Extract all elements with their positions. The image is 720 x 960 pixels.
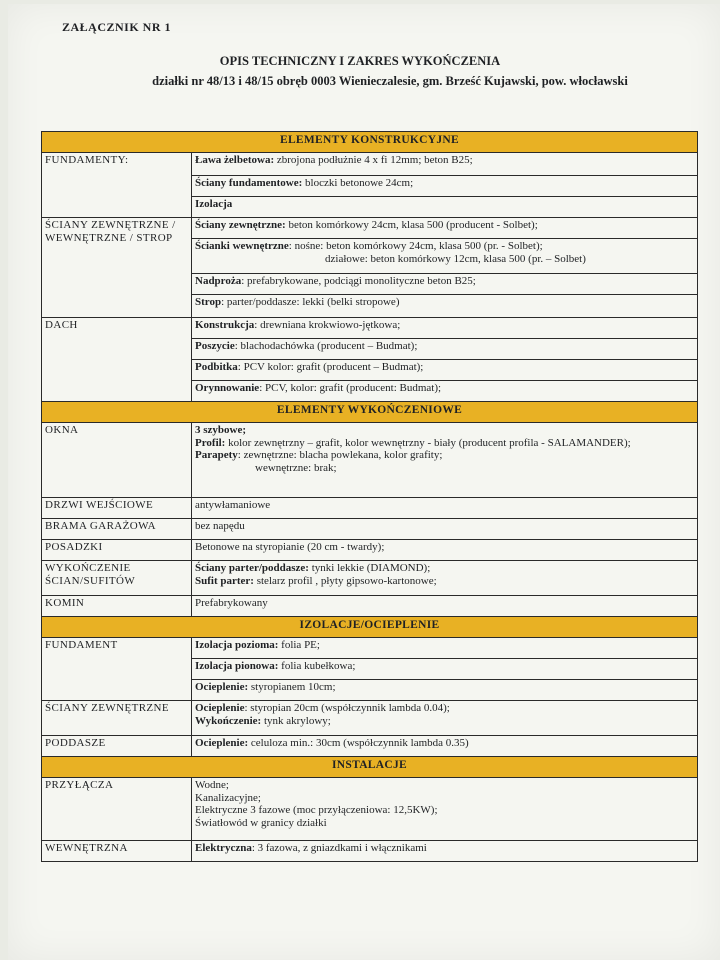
category-brama: BRAMA GARAŻOWA (42, 519, 192, 540)
category-dach: DACH (42, 318, 192, 402)
category-przylacza: PRZYŁĄCZA (42, 778, 192, 841)
spec-cell: Poszycie: blachodachówka (producent – Budmat); (192, 339, 698, 360)
category-komin: KOMIN (42, 596, 192, 617)
spec-cell: Betonowe na styropianie (20 cm - twardy); (192, 540, 698, 561)
spec-cell: Ścianki wewnętrzne: nośne: beton komórkowy 24cm, klasa 500 (pr. - Solbet); działowe: beton komórkowy 12cm, klasa 500 (pr. – Solbet) (192, 239, 698, 274)
section-row (42, 757, 698, 778)
spec-cell: Ocieplenie: styropianem 10cm; (192, 680, 698, 701)
spec-cell: Konstrukcja: drewniana krokwiowo-jętkowa; (192, 318, 698, 339)
spec-cell: Izolacja pionowa: folia kubełkowa; (192, 659, 698, 680)
spec-cell: Izolacja (192, 197, 698, 218)
category-posadzki: POSADZKI (42, 540, 192, 561)
table-row (42, 153, 698, 176)
spec-cell: Izolacja pozioma: folia PE; (192, 638, 698, 659)
category-okna: OKNA (42, 423, 192, 498)
section-header-instalacje: INSTALACJE (42, 757, 698, 778)
table-row (42, 638, 698, 659)
category-sciany: ŚCIANY ZEWNĘTRZNE / WEWNĘTRZNE / STROP (42, 218, 192, 318)
document-title: OPIS TECHNICZNY I ZAKRES WYKOŃCZENIA (219, 54, 501, 68)
table-row (42, 596, 698, 617)
table-row (42, 701, 698, 736)
spec-cell: antywłamaniowe (192, 498, 698, 519)
section-row (42, 617, 698, 638)
section-header-izolacje: IZOLACJE/OCIEPLENIE (42, 617, 698, 638)
section-header-konstrukcyjne: ELEMENTY KONSTRUKCYJNE (42, 132, 698, 153)
category-sciany-zewnetrzne: ŚCIANY ZEWNĘTRZNE (42, 701, 192, 736)
spec-cell: Elektryczna: 3 fazowa, z gniazdkami i włącznikami (192, 841, 698, 862)
category-fundament: FUNDAMENT (42, 638, 192, 701)
category-fundamenty: FUNDAMENTY: (42, 153, 192, 218)
specification-table (41, 131, 698, 862)
table-row (42, 540, 698, 561)
category-poddasze: PODDASZE (42, 736, 192, 757)
spec-cell: Podbitka: PCV kolor: grafit (producent – Budmat); (192, 360, 698, 381)
section-row (42, 132, 698, 153)
category-wykonczenie: WYKOŃCZENIE ŚCIAN/SUFITÓW (42, 561, 192, 596)
spec-cell: bez napędu (192, 519, 698, 540)
spec-cell: Ława żelbetowa: zbrojona podłużnie 4 x fi 12mm; beton B25; (192, 153, 698, 176)
spec-cell: 3 szybowe; Profil: kolor zewnętrzny – grafit, kolor wewnętrzny - biały (producent profila - SALAMANDER); Parapety: zewnętrzne: blacha powlekana, kolor grafity; wewnętrzne: brak; (192, 423, 698, 498)
table-row (42, 423, 698, 498)
table-row (42, 318, 698, 339)
category-drzwi: DRZWI WEJŚCIOWE (42, 498, 192, 519)
spec-cell: Wodne; Kanalizacyjne; Elektryczne 3 fazowe (moc przyłączeniowa: 12,5KW); Światłowód w granicy działki (192, 778, 698, 841)
spec-cell: Nadproża: prefabrykowane, podciągi monolityczne beton B25; (192, 274, 698, 295)
spec-cell: Prefabrykowany (192, 596, 698, 617)
table-row (42, 519, 698, 540)
category-wewnetrzna: WEWNĘTRZNA (42, 841, 192, 862)
table-row (42, 778, 698, 841)
spec-cell: Strop: parter/poddasze: lekki (belki stropowe) (192, 295, 698, 318)
table-row (42, 218, 698, 239)
section-row (42, 402, 698, 423)
table-row (42, 841, 698, 862)
spec-cell: Ocieplenie: styropian 20cm (współczynnik lambda 0.04); Wykończenie: tynk akrylowy; (192, 701, 698, 736)
table-row (42, 498, 698, 519)
spec-cell: Ocieplenie: celuloza min.: 30cm (współczynnik lambda 0.35) (192, 736, 698, 757)
spec-cell: Ściany parter/poddasze: tynki lekkie (DIAMOND); Sufit parter: stelarz profil , płyty gipsowo-kartonowe; (192, 561, 698, 596)
section-header-wykonczeniowe: ELEMENTY WYKOŃCZENIOWE (42, 402, 698, 423)
spec-cell: Orynnowanie: PCV, kolor: grafit (producent: Budmat); (192, 381, 698, 402)
document-subtitle: działki nr 48/13 i 48/15 obręb 0003 Wienieczalesie, gm. Brześć Kujawski, pow. włocławski (152, 74, 628, 88)
table-row (42, 561, 698, 596)
spec-cell: Ściany fundamentowe: bloczki betonowe 24cm; (192, 176, 698, 197)
annex-label: ZAŁĄCZNIK NR 1 (62, 20, 172, 34)
spec-cell: Ściany zewnętrzne: beton komórkowy 24cm, klasa 500 (producent - Solbet); (192, 218, 698, 239)
table-row (42, 736, 698, 757)
